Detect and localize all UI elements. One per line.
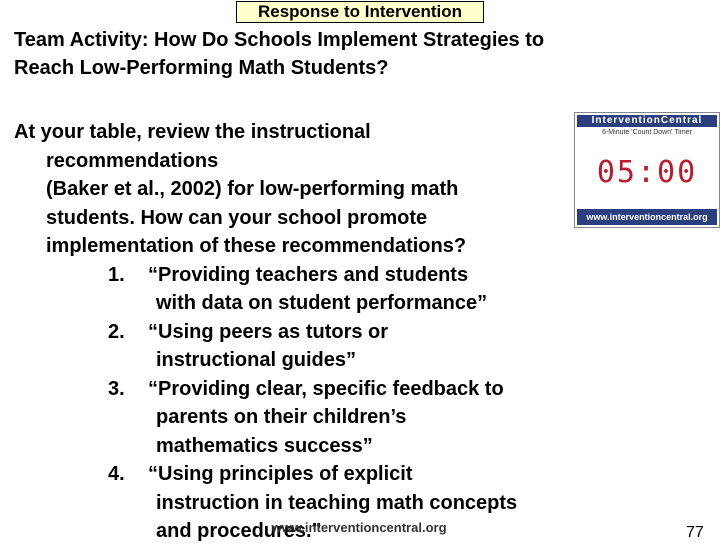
slide-title — [14, 26, 694, 82]
list-item-text: instructional guides” — [156, 349, 357, 371]
page-number: 77 — [686, 524, 704, 541]
body-line: recommendations — [46, 149, 219, 172]
timer-brand: InterventionCentral — [577, 115, 717, 127]
list-item-number: 2. — [108, 320, 125, 343]
list-item-text: with data on student performance” — [156, 292, 488, 314]
list-item-text: “Using principles of explicit — [148, 463, 413, 485]
list-item-text: and procedures.” — [156, 520, 322, 542]
title-line-1: Team Activity: How Do Schools Implement Strategies to — [14, 29, 545, 51]
countdown-timer[interactable] — [574, 112, 720, 228]
list-item — [14, 318, 614, 375]
timer-url: www.interventioncentral.org — [577, 209, 717, 225]
slide-body — [14, 118, 614, 546]
list-item-number: 1. — [108, 263, 125, 286]
timer-subtitle: 6-Minute 'Count Down' Timer — [602, 129, 692, 136]
list-item-text: “Using peers as tutors or — [148, 320, 389, 343]
list-item-text: “Providing teachers and students — [148, 263, 469, 286]
list-item-text: mathematics success” — [156, 434, 373, 457]
list-item-number: 4. — [108, 463, 125, 485]
list-item — [14, 375, 614, 461]
body-line: implementation of these recommendations? — [46, 235, 467, 257]
list-item — [14, 261, 614, 318]
slide-header — [236, 1, 484, 23]
timer-digits: 05:00 — [596, 155, 698, 190]
body-line: (Baker et al., 2002) for low-performing math — [46, 178, 459, 200]
list-item-text: parents on their children’s — [156, 406, 407, 428]
footer-url: www.interventioncentral.org — [271, 520, 447, 535]
list-item-text: instruction in teaching math concepts — [156, 491, 518, 514]
header-label: Response to Intervention — [257, 2, 463, 21]
body-line: students. How can your school promote — [46, 206, 428, 229]
body-line: At your table, review the instructional — [14, 121, 371, 143]
title-line-2: Reach Low-Performing Math Students? — [14, 57, 389, 79]
list-item-number: 3. — [108, 377, 125, 400]
list-item-text: “Providing clear, specific feedback to — [148, 377, 504, 400]
